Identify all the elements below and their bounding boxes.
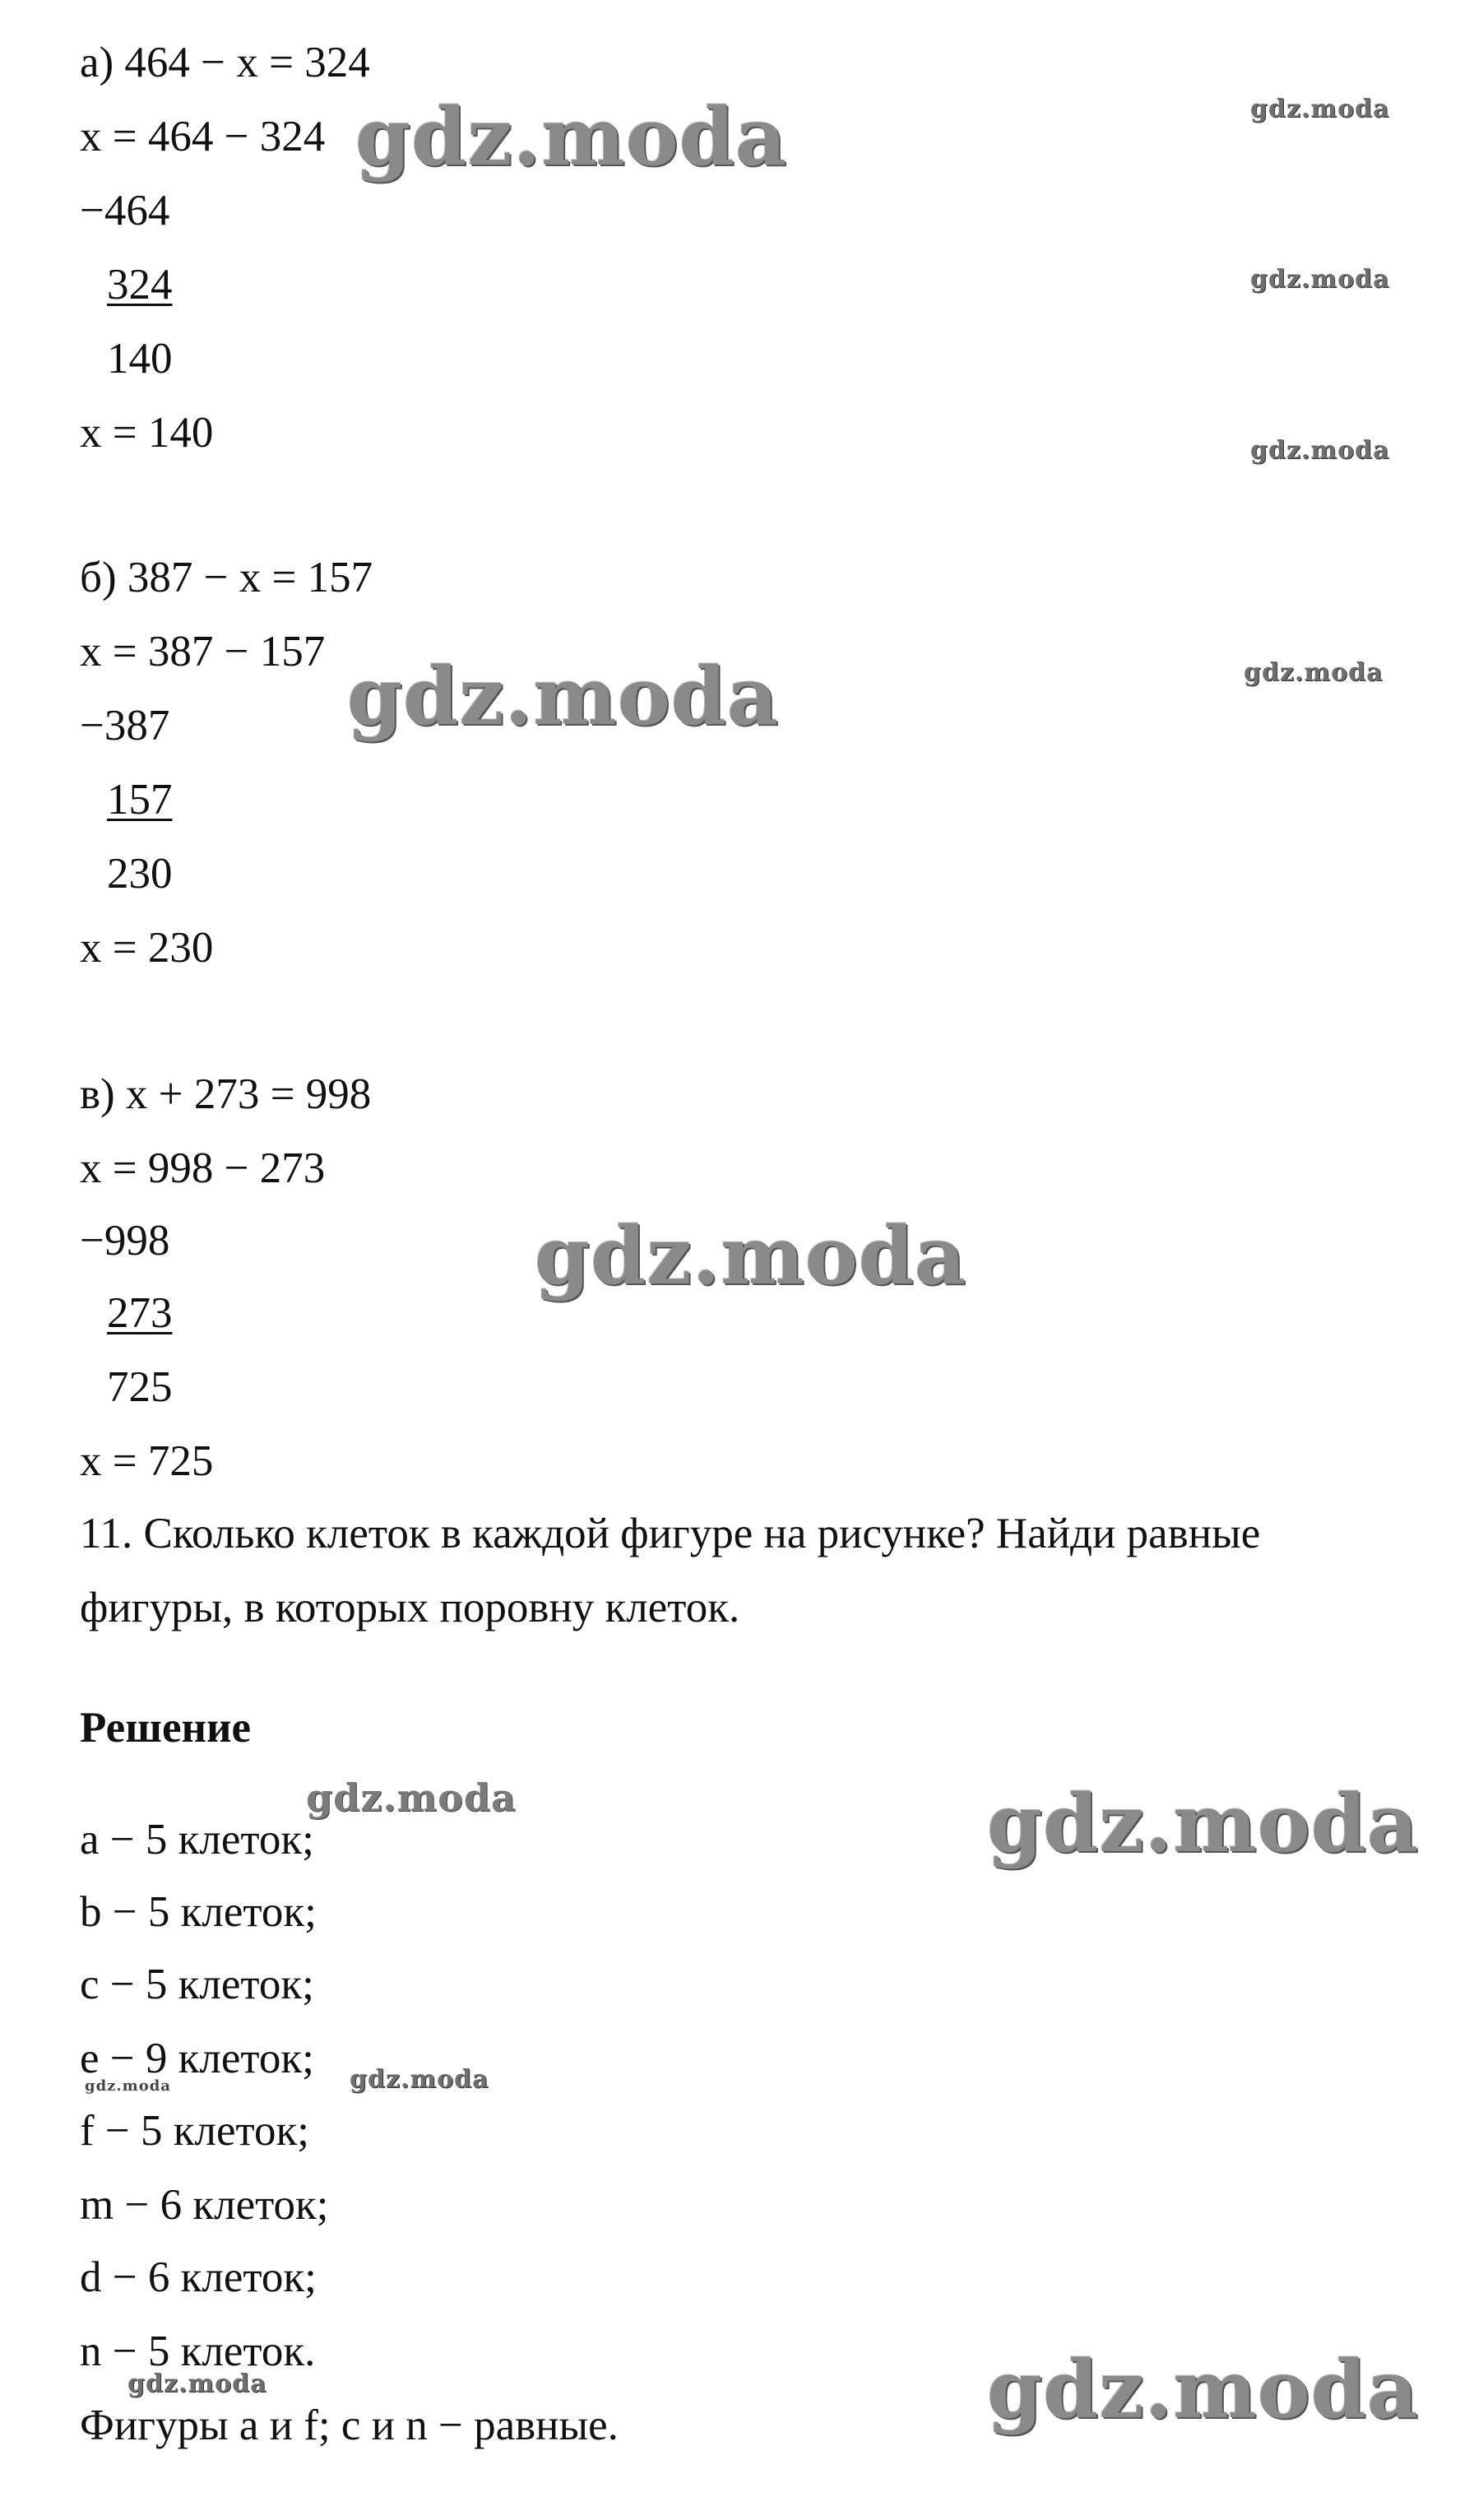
minuend-a: −464 bbox=[80, 187, 170, 234]
solution-item: a − 5 клеток; bbox=[80, 1816, 314, 1863]
difference-a: 140 bbox=[107, 335, 173, 383]
watermark-logo: gdz.moda bbox=[350, 2065, 489, 2094]
watermark-logo: gdz.moda bbox=[306, 1775, 517, 1820]
solution-item: m − 6 клеток; bbox=[80, 2181, 329, 2229]
answer-b: x = 230 bbox=[80, 924, 214, 972]
difference-b: 230 bbox=[107, 850, 173, 898]
equation-a: а) 464 − x = 324 bbox=[80, 39, 370, 86]
step-a: x = 464 − 324 bbox=[80, 113, 326, 160]
solution-item: n − 5 клеток. bbox=[80, 2327, 316, 2375]
watermark-logo: gdz.moda bbox=[1244, 658, 1383, 687]
solution-item: f − 5 клеток; bbox=[80, 2107, 309, 2155]
subtrahend-b: 157 bbox=[107, 776, 173, 824]
subtrahend-a: 324 bbox=[107, 261, 173, 309]
solution-item: e − 9 клеток; bbox=[80, 2035, 314, 2082]
minuend-b: −387 bbox=[80, 702, 170, 750]
watermark-logo: gdz.moda bbox=[1250, 95, 1390, 123]
task-text-line1: 11. Сколько клеток в каждой фигуре на рисунке? Найди равные bbox=[80, 1510, 1261, 1557]
answer-c: x = 725 bbox=[80, 1437, 214, 1485]
subtrahend-c: 273 bbox=[107, 1289, 173, 1337]
watermark-logo: gdz.moda bbox=[85, 2077, 171, 2095]
answer-a: x = 140 bbox=[80, 409, 214, 457]
watermark-logo: gdz.moda bbox=[987, 1777, 1420, 1870]
watermark-logo: gdz.moda bbox=[127, 2369, 267, 2398]
solution-heading: Решение bbox=[80, 1704, 252, 1752]
solution-item: b − 5 клеток; bbox=[80, 1888, 317, 1936]
solution-item: c − 5 клеток; bbox=[80, 1961, 314, 2008]
watermark-logo: gdz.moda bbox=[347, 650, 780, 743]
watermark-logo: gdz.moda bbox=[535, 1209, 967, 1302]
equation-b: б) 387 − x = 157 bbox=[80, 554, 373, 601]
step-b: x = 387 − 157 bbox=[80, 628, 326, 675]
watermark-logo: gdz.moda bbox=[987, 2343, 1420, 2436]
watermark-logo: gdz.moda bbox=[1250, 265, 1390, 294]
difference-c: 725 bbox=[107, 1363, 173, 1411]
solution-conclusion: Фигуры a и f; c и n − равные. bbox=[80, 2402, 619, 2449]
task-text-line2: фигуры, в которых поровну клеток. bbox=[80, 1584, 740, 1631]
minuend-c: −998 bbox=[80, 1217, 170, 1265]
equation-c: в) x + 273 = 998 bbox=[80, 1070, 372, 1118]
step-c: x = 998 − 273 bbox=[80, 1144, 326, 1192]
watermark-logo: gdz.moda bbox=[355, 90, 788, 183]
solution-item: d − 6 клеток; bbox=[80, 2253, 317, 2301]
watermark-logo: gdz.moda bbox=[1250, 436, 1390, 465]
